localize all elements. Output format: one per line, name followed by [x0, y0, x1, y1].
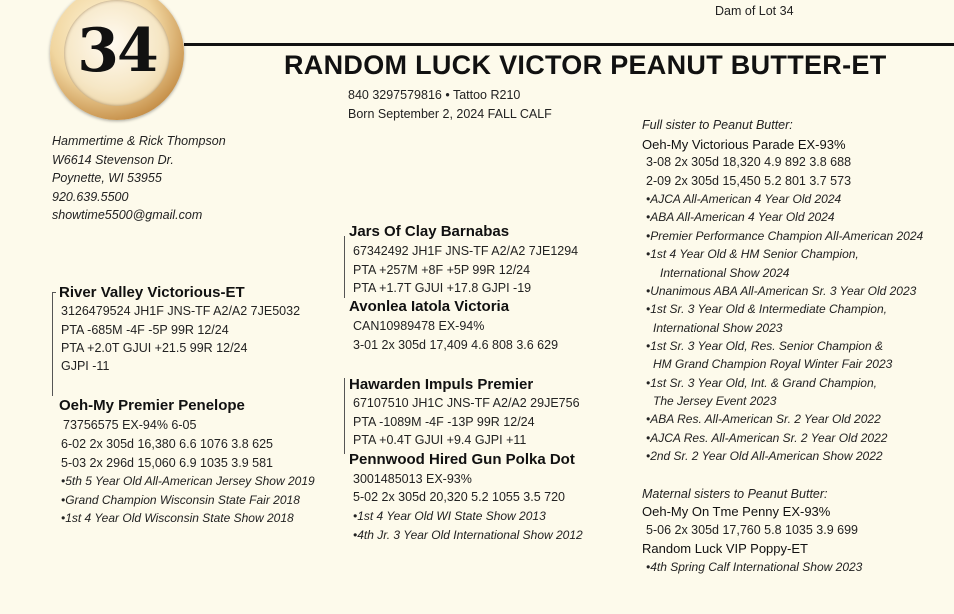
maternal-sister-1-name: Oeh-My On Tme Penny EX-93%	[642, 504, 831, 519]
sire-line-2: PTA -685M -4F -5P 99R 12/24	[61, 323, 229, 337]
dam-bracket-line	[344, 378, 345, 454]
full-sister-note: International Show 2024	[660, 266, 790, 280]
sire-bracket-line	[344, 236, 345, 298]
full-sister-note: International Show 2023	[653, 321, 783, 335]
full-sister-heading: Full sister to Peanut Butter:	[642, 118, 793, 132]
sire-sire-line-1: 67342492 JH1F JNS-TF A2/A2 7JE1294	[353, 244, 579, 258]
sire-left-bracket	[52, 292, 53, 396]
dam-dam-line-2: 5-02 2x 305d 20,320 5.2 1055 3.5 720	[353, 490, 565, 504]
sire-line-1: 3126479524 JH1F JNS-TF A2/A2 7JE5032	[61, 304, 301, 318]
dam-line-2: 6-02 2x 305d 16,380 6.6 1076 3.8 625	[61, 437, 273, 451]
maternal-sister-2-note: •4th Spring Calf International Show 2023	[646, 560, 863, 574]
sire-sire-line-2: PTA +257M +8F +5P 99R 12/24	[353, 263, 531, 277]
dam-note-3: •1st 4 Year Old Wisconsin State Show 2018	[61, 511, 294, 525]
sire-dam-line-1: CAN10989478 EX-94%	[353, 319, 485, 333]
owner-city: Poynette, WI 53955	[52, 171, 162, 185]
dam-note-2: •Grand Champion Wisconsin State Fair 2018	[61, 493, 300, 507]
dam-line-1: 73756575 EX-94% 6-05	[63, 418, 197, 432]
full-sister-note: •1st Sr. 3 Year Old, Res. Senior Champion &	[646, 339, 883, 353]
dam-sire-line-2: PTA -1089M -4F -13P 99R 12/24	[353, 415, 535, 429]
owner-name: Hammertime & Rick Thompson	[52, 134, 226, 148]
maternal-sisters-heading: Maternal sisters to Peanut Butter:	[642, 487, 828, 501]
full-sister-note: •1st 4 Year Old & HM Senior Champion,	[646, 247, 859, 261]
full-sister-note: •AJCA All-American 4 Year Old 2024	[646, 192, 842, 206]
full-sister-note: •1st Sr. 3 Year Old & Intermediate Champion,	[646, 302, 887, 316]
dam-note-1: •5th 5 Year Old All-American Jersey Show 2019	[61, 474, 315, 488]
full-sister-note: •Premier Performance Champion All-American 2024	[646, 229, 924, 243]
sire-name: River Valley Victorious-ET	[59, 284, 245, 301]
full-sister-note: HM Grand Champion Royal Winter Fair 2023	[653, 357, 893, 371]
dam-sire-name: Hawarden Impuls Premier	[349, 376, 534, 393]
owner-email: showtime5500@gmail.com	[52, 208, 203, 222]
dam-sire-line-3: PTA +0.4T GJUI +9.4 GJPI +11	[353, 433, 527, 447]
owner-street: W6614 Stevenson Dr.	[52, 152, 174, 167]
sire-dam-name: Avonlea Iatola Victoria	[349, 298, 510, 315]
dam-dam-note-2: •4th Jr. 3 Year Old International Show 2012	[353, 528, 583, 542]
maternal-sister-1-record: 5-06 2x 305d 17,760 5.8 1035 3.9 699	[646, 523, 858, 537]
sire-left-bracket-tick	[52, 292, 56, 293]
dam-line-3: 5-03 2x 296d 15,060 6.9 1035 3.9 581	[61, 456, 273, 470]
sire-dam-line-2: 3-01 2x 305d 17,409 4.6 808 3.6 629	[353, 338, 559, 352]
owner-phone: 920.639.5500	[52, 189, 129, 204]
full-sister-note: •Unanimous ABA All-American Sr. 3 Year Old 2023	[646, 284, 917, 298]
full-sister-name: Oeh-My Victorious Parade EX-93%	[642, 137, 846, 152]
id-tattoo-line: 840 3297579816 • Tattoo R210	[348, 88, 521, 102]
sire-sire-line-3: PTA +1.7T GJUI +17.8 GJPI -19	[353, 281, 532, 295]
dam-dam-name: Pennwood Hired Gun Polka Dot	[349, 451, 575, 468]
dam-dam-line-1: 3001485013 EX-93%	[353, 472, 472, 486]
full-sister-note: •ABA All-American 4 Year Old 2024	[646, 210, 835, 224]
sire-line-3: PTA +2.0T GJUI +21.5 99R 12/24	[61, 341, 248, 355]
full-sister-record-2: 2-09 2x 305d 15,450 5.2 801 3.7 573	[646, 174, 852, 188]
full-sister-note: The Jersey Event 2023	[653, 394, 777, 408]
dam-sire-line-1: 67107510 JH1C JNS-TF A2/A2 29JE756	[353, 396, 580, 410]
maternal-sister-2-name: Random Luck VIP Poppy-ET	[642, 541, 808, 556]
dam-name: Oeh-My Premier Penelope	[59, 397, 245, 414]
sire-line-4: GJPI -11	[61, 359, 110, 373]
lot-number: 34	[77, 16, 157, 86]
page-title: RANDOM LUCK VICTOR PEANUT BUTTER-ET	[284, 50, 887, 80]
full-sister-record-1: 3-08 2x 305d 18,320 4.9 892 3.8 688	[646, 155, 852, 169]
full-sister-note: •1st Sr. 3 Year Old, Int. & Grand Champion,	[646, 376, 877, 390]
dam-of-lot-caption: Dam of Lot 34	[715, 4, 794, 18]
title-rule	[184, 43, 954, 46]
full-sister-note: •ABA Res. All-American Sr. 2 Year Old 2022	[646, 412, 881, 426]
owner-info	[52, 132, 226, 225]
full-sister-note: •2nd Sr. 2 Year Old All-American Show 2022	[646, 449, 883, 463]
birth-line: Born September 2, 2024 FALL CALF	[348, 107, 552, 121]
dam-dam-note-1: •1st 4 Year Old WI State Show 2013	[353, 509, 546, 523]
full-sister-note: •AJCA Res. All-American Sr. 2 Year Old 2022	[646, 431, 888, 445]
lot-number-badge	[50, 0, 184, 120]
sire-sire-name: Jars Of Clay Barnabas	[349, 223, 510, 240]
